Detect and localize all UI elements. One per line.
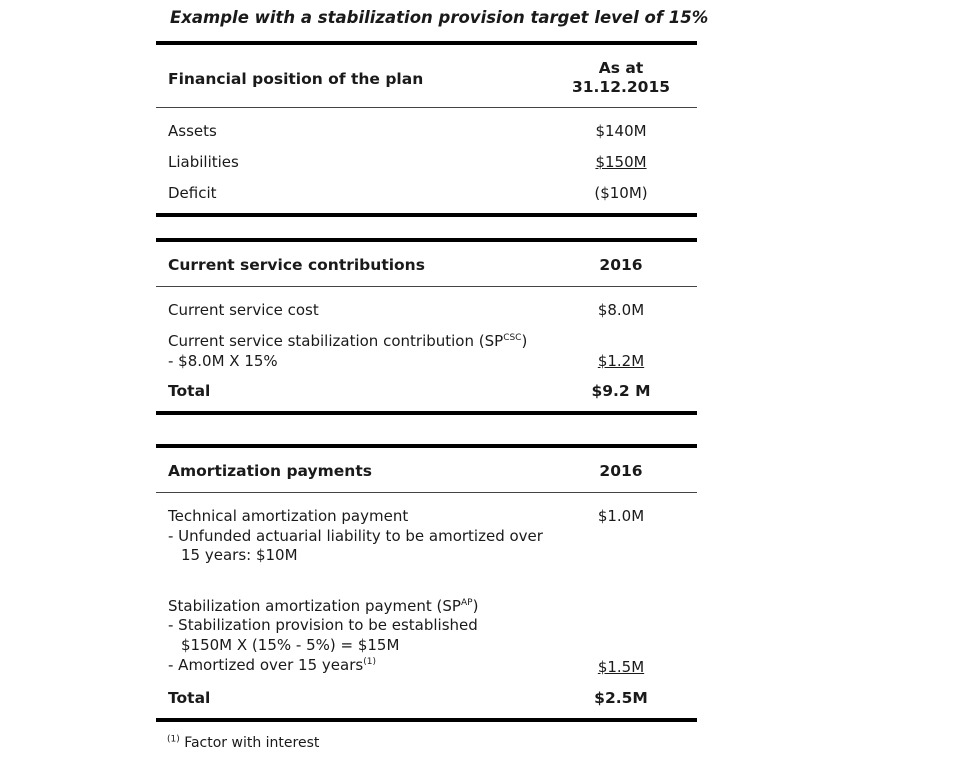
current-service-cost-label: Current service cost: [168, 301, 319, 319]
footnote-ref: (1): [363, 657, 376, 667]
deficit-label: Deficit: [168, 184, 217, 202]
stabilization-amortization-text: Stabilization amortization payment (SP: [168, 597, 461, 615]
page-title: Example with a stabilization provision target level of 15%: [170, 8, 709, 27]
amortized-over-text: - Amortized over 15 years: [168, 656, 364, 674]
header-rule: [156, 492, 697, 493]
section3-header-label: Amortization payments: [168, 462, 372, 480]
section2-header-value: 2016: [599, 256, 643, 274]
label-close-paren: ): [472, 597, 479, 615]
stabilization-provision-formula: $150M X (15% - 5%) = $15M: [181, 636, 400, 654]
section2-total-value: $9.2 M: [591, 382, 651, 400]
section3-total-label: Total: [168, 689, 211, 707]
section-divider: [156, 718, 697, 722]
stabilization-provision-detail: - Stabilization provision to be established: [168, 616, 478, 634]
liabilities-label: Liabilities: [168, 153, 239, 171]
footnote: [167, 735, 319, 751]
liabilities-value: [547, 152, 695, 172]
header-date: 31.12.2015: [571, 78, 671, 96]
section-divider: [156, 213, 697, 217]
stabilization-contribution-value: [547, 351, 695, 371]
section3-header-value: 2016: [599, 462, 643, 480]
stabilization-contribution-text: Current service stabilization contribution (SP: [168, 332, 504, 350]
technical-amortization-value: $1.0M: [597, 507, 645, 525]
stabilization-contribution-label: [168, 331, 527, 351]
section-divider: [156, 411, 697, 415]
section-divider: [156, 41, 697, 45]
section3-total-value: $2.5M: [594, 689, 648, 707]
assets-value: $140M: [595, 122, 647, 140]
section2-total-label: Total: [168, 382, 211, 400]
deficit-value: ($10M): [594, 184, 648, 202]
header-as-at: As at: [598, 59, 644, 77]
section-divider: [156, 238, 697, 242]
current-service-cost-value: $8.0M: [597, 301, 645, 319]
technical-amortization-detail: - Unfunded actuarial liability to be amortized over: [168, 527, 543, 545]
stabilization-contribution-amount: $1.2M: [597, 352, 645, 370]
technical-amortization-detail-cont: 15 years: $10M: [181, 546, 298, 564]
section-divider: [156, 444, 697, 448]
stabilization-amortization-value: [547, 657, 695, 677]
header-rule: [156, 286, 697, 287]
ap-superscript: AP: [460, 598, 473, 608]
assets-label: Assets: [168, 122, 217, 140]
section1-header-label: Financial position of the plan: [168, 70, 424, 88]
footnote-text: Factor with interest: [179, 735, 320, 751]
section2-header-label: Current service contributions: [168, 256, 425, 274]
section1-header-value: [547, 59, 695, 97]
stabilization-amortization-label: [168, 596, 478, 616]
technical-amortization-label: Technical amortization payment: [168, 507, 409, 525]
stabilization-amortization-amount: $1.5M: [597, 658, 645, 676]
label-close-paren: ): [521, 332, 528, 350]
amortized-over-detail: [168, 655, 376, 675]
liabilities-amount: $150M: [595, 153, 647, 171]
footnote-marker: (1): [167, 734, 180, 745]
header-rule: [156, 107, 697, 108]
stabilization-contribution-formula: - $8.0M X 15%: [168, 352, 278, 370]
csc-superscript: CSC: [503, 333, 522, 343]
